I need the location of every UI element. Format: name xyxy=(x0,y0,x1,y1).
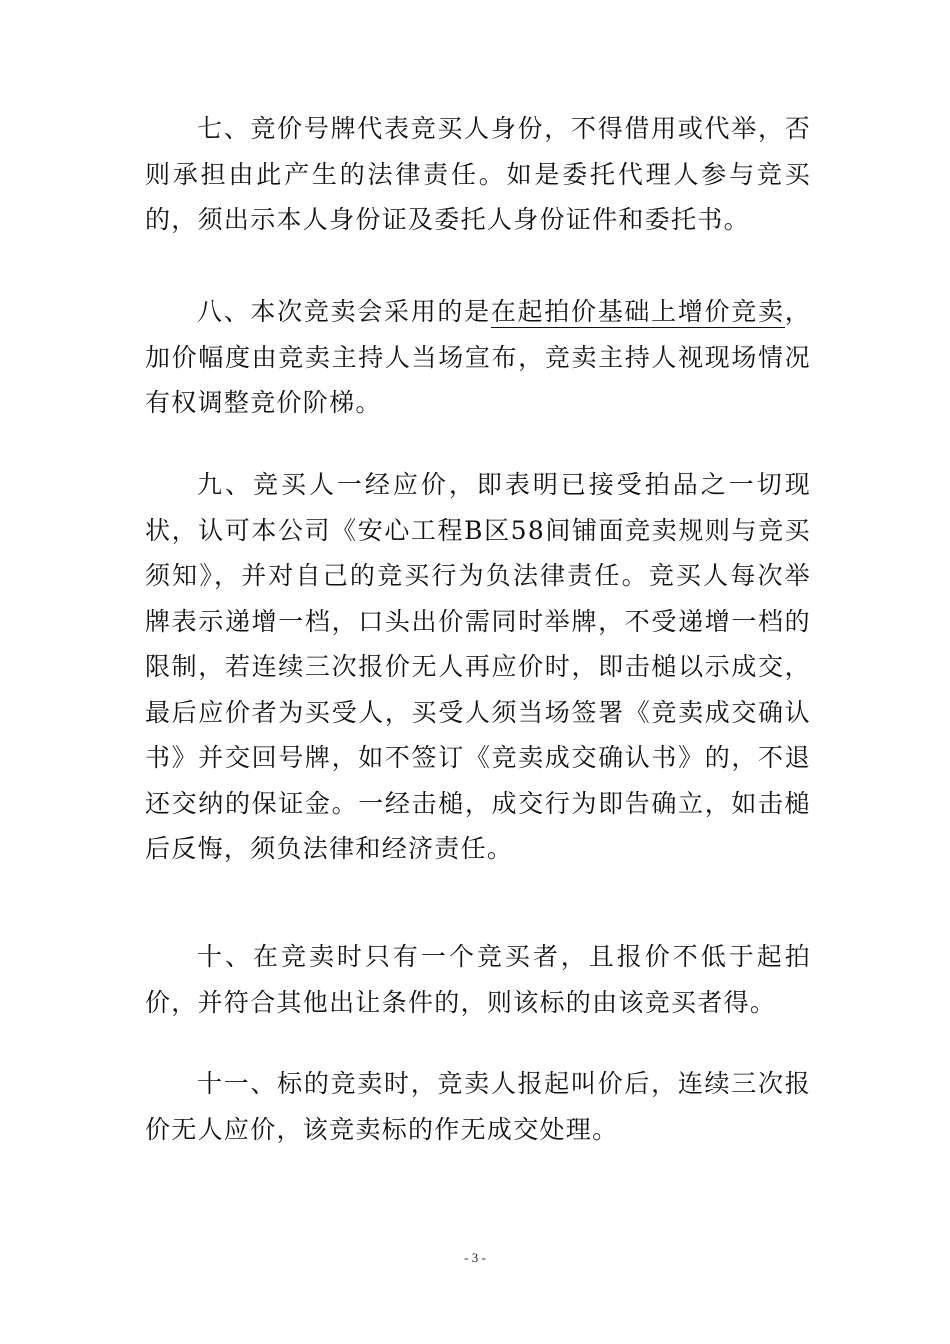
paragraph-9: 九、竞买人一经应价，即表明已接受拍品之一切现状，认可本公司《安心工程B区58间铺面竞卖规则与竞买须知》，并对自己的竞买行为负法律责任。竞买人每次举牌表示递增一档，口头出价需同时举牌，不受递增一档的限制，若连续三次报价无人再应价时，即击槌以示成交，最后应价者为买受人，买受人须当场签署《竞卖成交确认书》并交回号牌，如不签订《竞卖成交确认书》的，不退还交纳的保证金。一经击槌，成交行为即告确立，如击槌后反悔，须负法律和经济责任。 xyxy=(145,470,811,863)
paragraph-8-lead: 八、本次竞卖会采用的是 xyxy=(197,297,491,326)
paragraph-10: 十、在竞卖时只有一个竞买者，且报价不低于起拍价，并符合其他出让条件的，则该标的由该竞买者得。 xyxy=(145,942,811,1017)
paragraph-8 xyxy=(145,289,811,426)
paragraph-8-underlined-phrase: 在起拍价基础上增价竞卖 xyxy=(490,297,785,326)
paragraph-8-rest: ，加价幅度由竞卖主持人当场宣布，竞卖主持人视现场情况有权调整竞价阶梯。 xyxy=(145,297,811,417)
paragraph-11: 十一、标的竞卖时，竞卖人报起叫价后，连续三次报价无人应价，该竞卖标的作无成交处理。 xyxy=(145,1069,811,1144)
paragraph-7: 七、竞价号牌代表竞买人身份，不得借用或代举，否则承担由此产生的法律责任。如是委托代理人参与竞买的，须出示本人身份证及委托人身份证件和委托书。 xyxy=(145,114,811,234)
page-number: - 3 - xyxy=(464,1250,486,1265)
